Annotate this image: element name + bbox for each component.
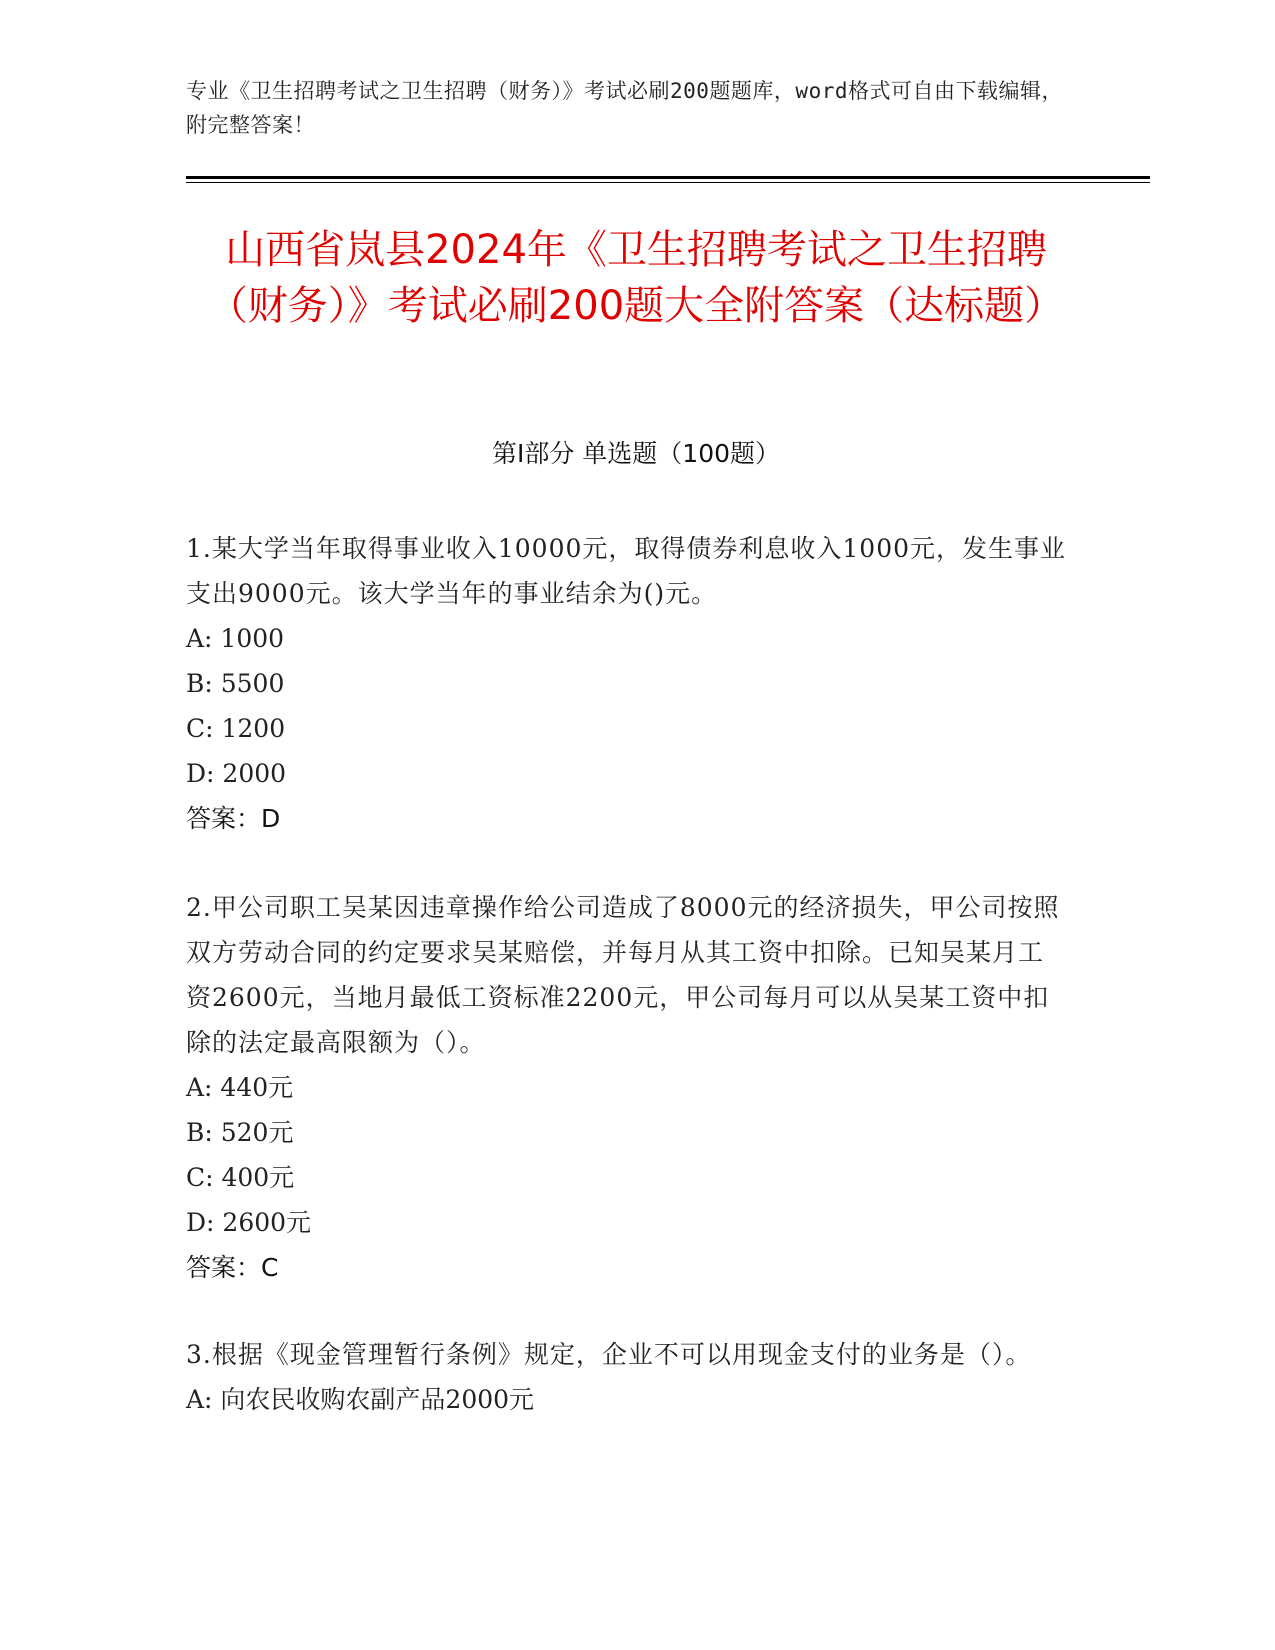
- question-stem: 2.甲公司职工吴某因违章操作给公司造成了8000元的经济损失，甲公司按照双方劳动合同的约定要求吴某赔偿，并每月从其工资中扣除。已知吴某月工资2600元，当地月最低工资标准2200元，甲公司每月可以从吴某工资中扣除的法定最高限额为（）。: [186, 893, 1060, 1057]
- header-divider-thick: [186, 176, 1150, 179]
- option-c: C: 400元: [186, 1163, 295, 1192]
- section-heading: 第I部分 单选题（100题）: [491, 439, 781, 468]
- question-2: [186, 885, 1066, 1290]
- answer: 答案：D: [186, 804, 281, 833]
- option-a: A: 1000: [186, 624, 285, 653]
- option-d: D: 2000: [186, 759, 287, 788]
- header-note: 专业《卫生招聘考试之卫生招聘（财务）》考试必刷200题题库，word格式可自由下载编辑，附完整答案！: [186, 79, 1063, 137]
- document-title: 山西省岚县2024年《卫生招聘考试之卫生招聘（财务）》考试必刷200题大全附答案（达标题）: [207, 227, 1065, 329]
- answer: 答案：C: [186, 1253, 279, 1282]
- option-b: B: 520元: [186, 1118, 294, 1147]
- question-1: [186, 526, 1066, 841]
- option-c: C: 1200: [186, 714, 286, 743]
- question-stem: 1.某大学当年取得事业收入10000元，取得债券利息收入1000元，发生事业支出9000元。该大学当年的事业结余为()元。: [186, 534, 1067, 608]
- option-a: A: 向农民收购农副产品2000元: [186, 1385, 535, 1414]
- question-3: [186, 1332, 1066, 1422]
- question-stem: 3.根据《现金管理暂行条例》规定，企业不可以用现金支付的业务是（）。: [186, 1340, 1032, 1369]
- header-divider-thin: [186, 182, 1150, 183]
- option-a: A: 440元: [186, 1073, 294, 1102]
- option-b: B: 5500: [186, 669, 285, 698]
- option-d: D: 2600元: [186, 1208, 312, 1237]
